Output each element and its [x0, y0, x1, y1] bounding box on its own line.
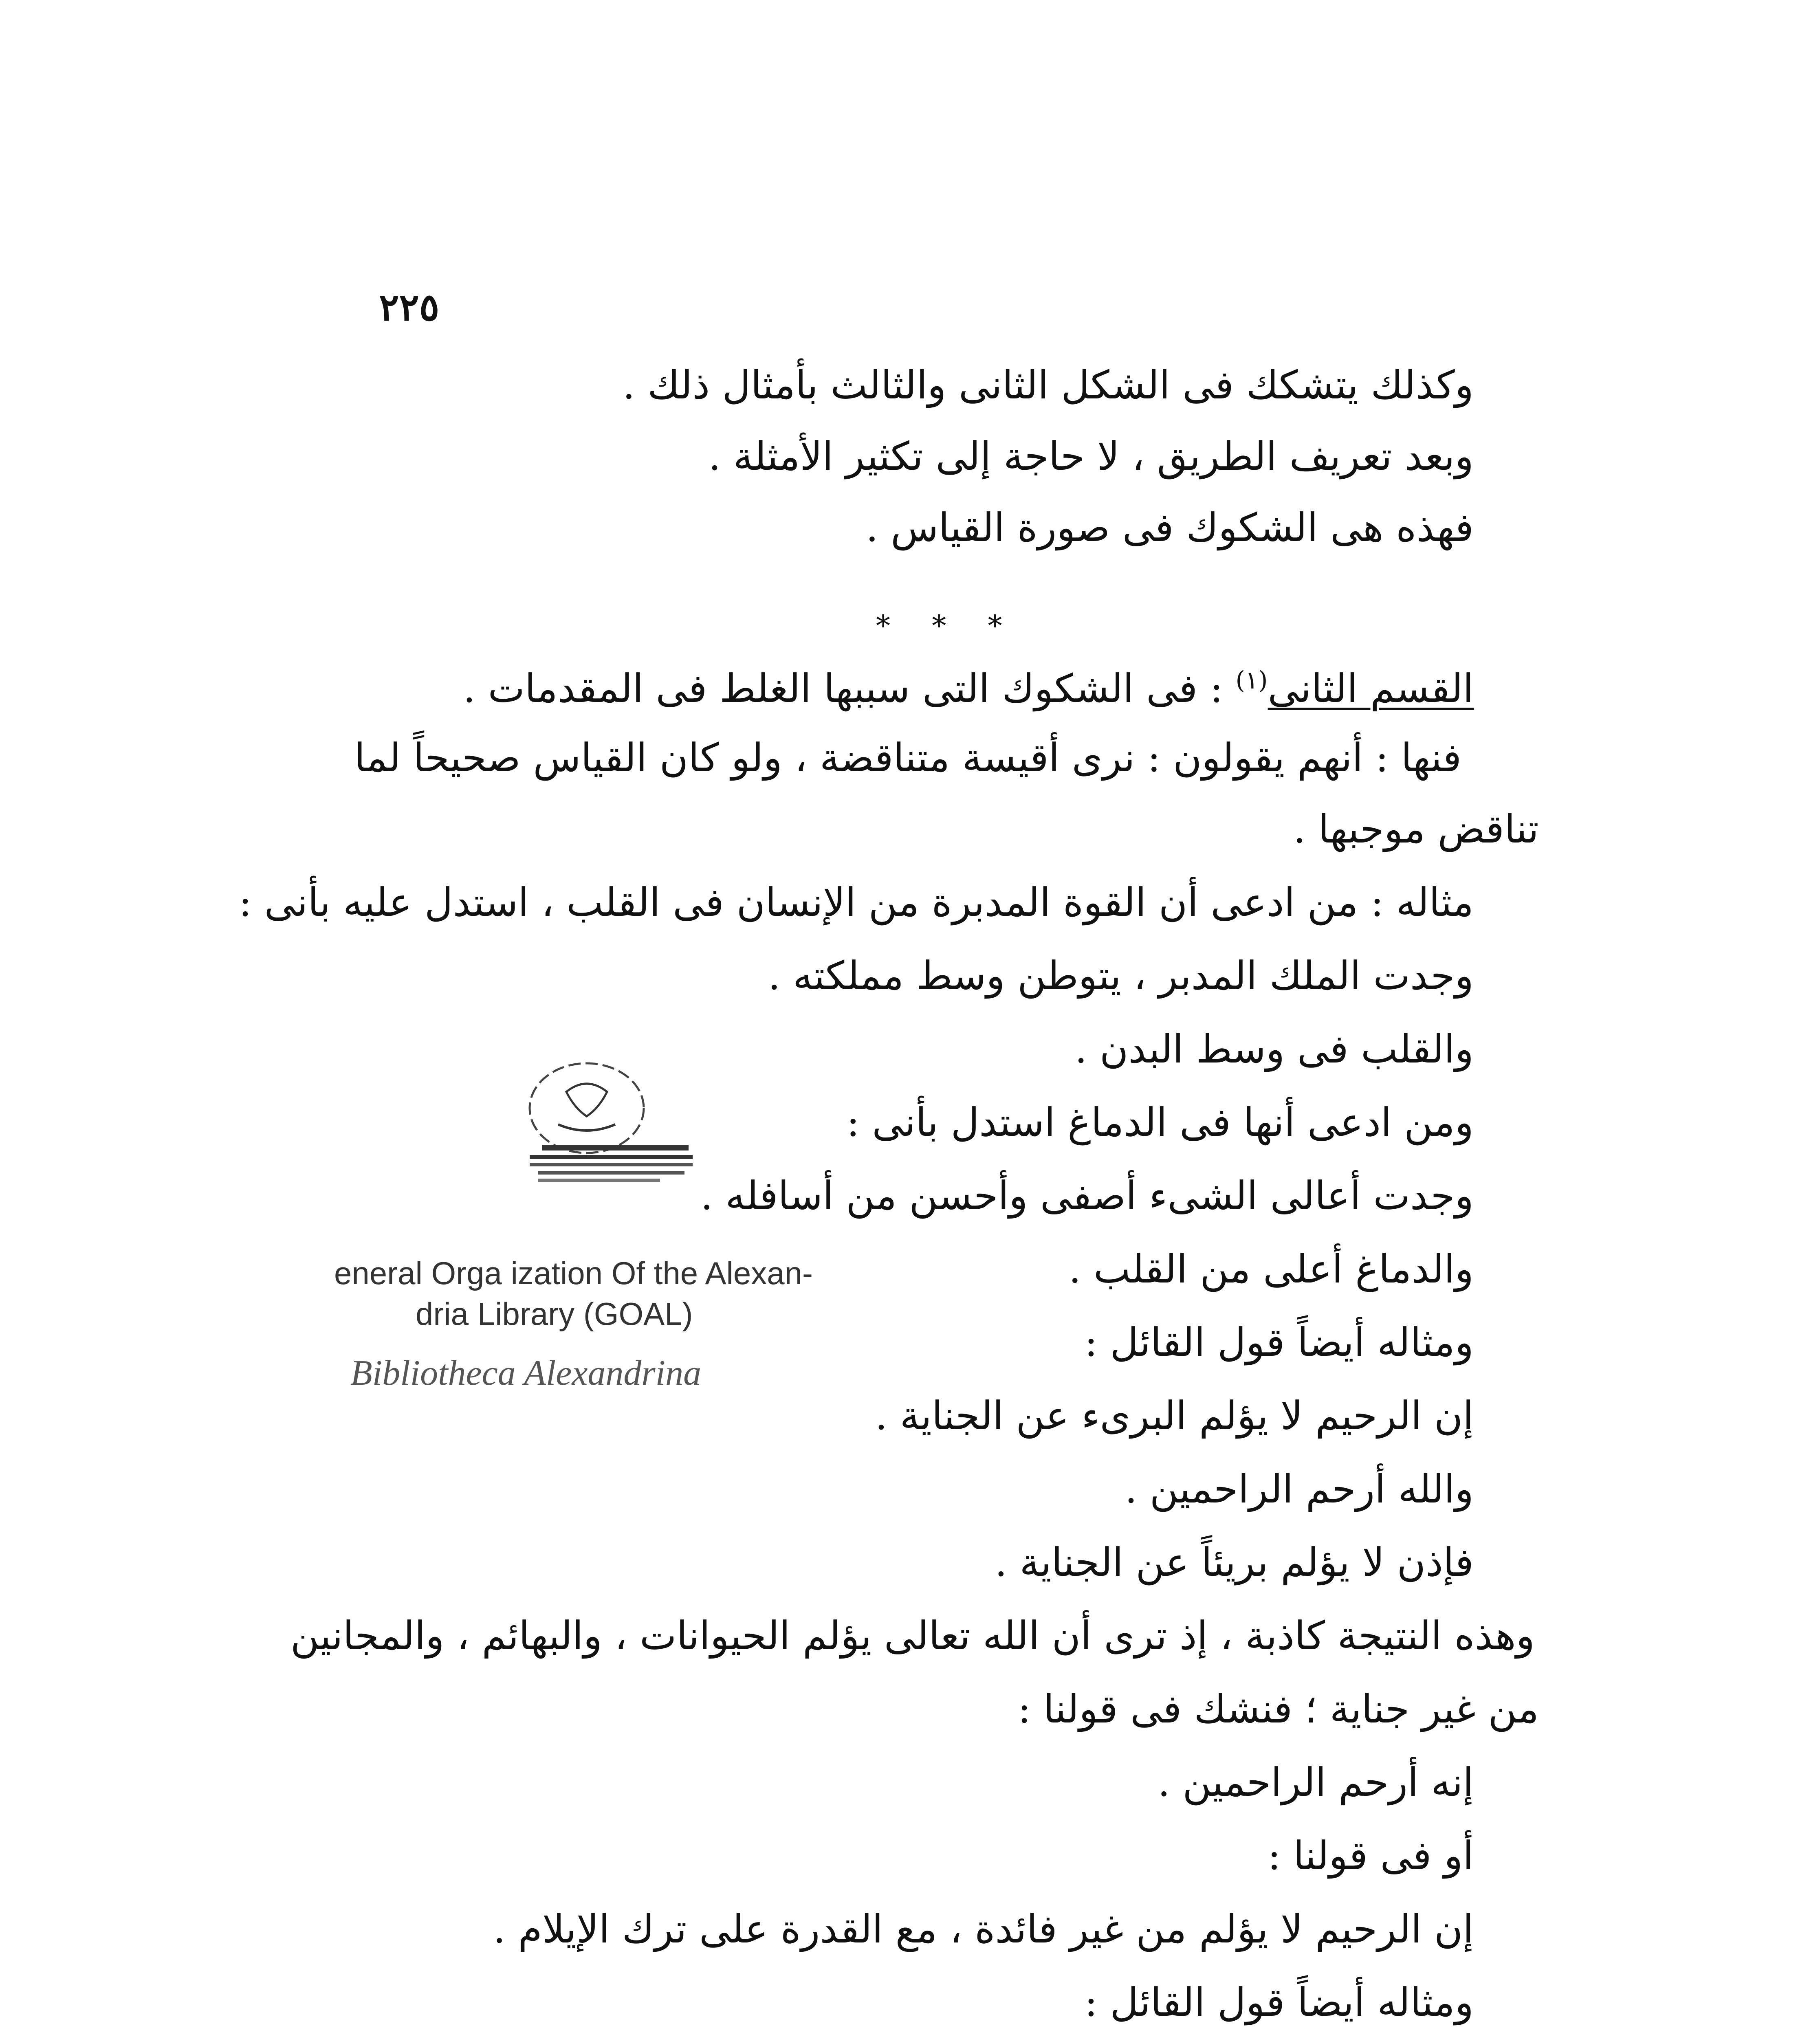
body-line-7: وجدت أعالى الشىء أصفى وأحسن من أسافله . — [700, 1173, 1474, 1219]
body-line-6: ومن ادعى أنها فى الدماغ استدل بأنى : — [846, 1100, 1474, 1145]
body-line-15: إنه أرحم الراحمين . — [1158, 1760, 1474, 1805]
body-line-16: أو فى قولنا : — [1268, 1833, 1474, 1879]
body-line-18: ومثاله أيضاً قول القائل : — [1084, 1980, 1474, 2025]
text-line-3: فهذه هى الشكوك فى صورة القياس . — [866, 505, 1474, 550]
body-line-12: فإذن لا يؤلم بريئاً عن الجناية . — [995, 1540, 1474, 1585]
body-line-11: والله أرحم الراحمين . — [1125, 1466, 1474, 1512]
body-line-13: وهذه النتيجة كاذبة ، إذ ترى أن الله تعالى يؤلم الحيوانات ، والبهائم ، والمجانين — [290, 1613, 1535, 1659]
body-line-10: إن الرحيم لا يؤلم البرىء عن الجناية . — [875, 1393, 1474, 1439]
body-line-9: ومثاله أيضاً قول القائل : — [1084, 1320, 1474, 1365]
section-heading-title: القسم الثانى — [1268, 666, 1474, 711]
section-heading — [463, 656, 1474, 713]
body-line-2: تناقض موجبها . — [1293, 806, 1539, 852]
watermark-line-1: eneral Orga ization Of the Alexan- — [334, 1255, 813, 1291]
text-line-1: وكذلك يتشكك فى الشكل الثانى والثالث بأمثال ذلك . — [623, 362, 1474, 408]
body-line-1: فنها : أنهم يقولون : نرى أقيسة متناقضة ، ولو كان القياس صحيحاً لما — [354, 735, 1461, 781]
section-separator: * * * — [876, 609, 1019, 642]
text-line-2: وبعد تعريف الطريق ، لا حاجة إلى تكثير الأمثلة . — [708, 433, 1474, 479]
page-number: ٢٢٥ — [379, 285, 440, 329]
body-line-17: إن الرحيم لا يؤلم من غير فائدة ، مع القدرة على ترك الإيلام . — [493, 1906, 1474, 1952]
body-line-14: من غير جناية ؛ فنشك فى قولنا : — [1017, 1686, 1539, 1732]
body-line-4: وجدت الملك المدبر ، يتوطن وسط مملكته . — [768, 953, 1474, 999]
body-line-8: والدماغ أعلى من القلب . — [1069, 1246, 1474, 1292]
library-stamp-icon — [505, 1059, 697, 1206]
footnote-marker: (١) — [1235, 666, 1268, 695]
watermark-line-2: dria Library (GOAL) — [416, 1296, 693, 1332]
body-line-3: مثاله : من ادعى أن القوة المدبرة من الإنسان فى القلب ، استدل عليه بأنى : — [238, 880, 1474, 925]
section-heading-rest: : فى الشكوك التى سببها الغلط فى المقدمات . — [463, 666, 1223, 711]
body-line-5: والقلب فى وسط البدن . — [1074, 1026, 1474, 1072]
watermark-line-3: Bibliotheca Alexandrina — [350, 1353, 702, 1393]
